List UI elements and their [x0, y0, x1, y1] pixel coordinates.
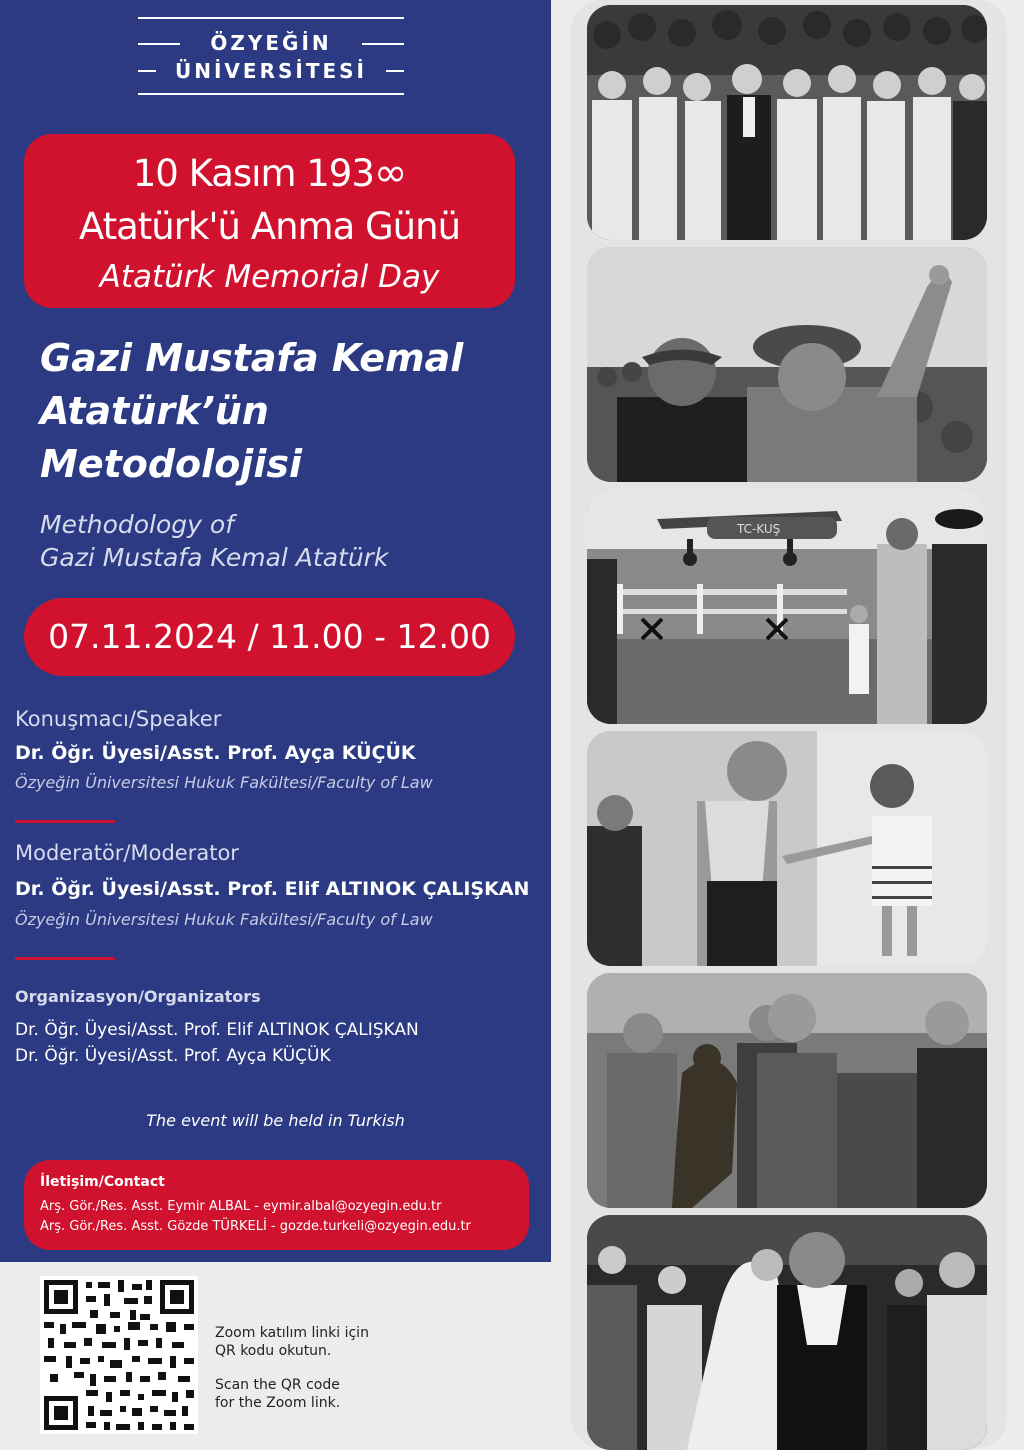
historical-photo-4	[587, 731, 987, 966]
qr-section	[0, 1262, 551, 1448]
logo-line-2: ÜNİVERSİTESİ	[175, 59, 367, 83]
contact-row: Arş. Gör./Res. Asst. Gözde TÜRKELİ - gozde.turkeli@ozyegin.edu.tr	[40, 1219, 471, 1234]
organizer-item: Dr. Öğr. Üyesi/Asst. Prof. Ayça KÜÇÜK	[15, 1046, 331, 1066]
event-datetime: 07.11.2024 / 11.00 - 12.00	[24, 598, 515, 676]
moderator-name: Dr. Öğr. Üyesi/Asst. Prof. Elif ALTINOK ÇALIŞKAN	[15, 878, 530, 900]
qr-instruction-en: Scan the QR code for the Zoom link.	[215, 1377, 341, 1411]
contact-row: Arş. Gör./Res. Asst. Eymir ALBAL - eymir.albal@ozyegin.edu.tr	[40, 1199, 442, 1214]
organizers-heading: Organizasyon/Organizators	[15, 987, 261, 1006]
memorial-title-en: Atatürk Memorial Day	[99, 259, 440, 295]
talk-title: Gazi Mustafa Kemal Atatürk’ün Metodolojisi	[40, 336, 464, 486]
contact-box	[24, 1160, 529, 1250]
qr-instruction-tr: Zoom katılım linki için QR kodu okutun.	[215, 1325, 369, 1359]
moderator-affiliation: Özyeğin Üniversitesi Hukuk Fakültesi/Faculty of Law	[15, 910, 433, 929]
memorial-title-box	[24, 134, 515, 308]
speaker-role: Konuşmacı/Speaker	[15, 707, 222, 731]
logo-line-1: ÖZYEĞİN	[210, 31, 332, 55]
talk-subtitle: Methodology of Gazi Mustafa Kemal Atatürk	[40, 510, 389, 572]
historical-photo-6	[587, 1215, 987, 1450]
divider	[15, 820, 115, 823]
speaker-affiliation: Özyeğin Üniversitesi Hukuk Fakültesi/Faculty of Law	[15, 773, 433, 792]
contact-heading: İletişim/Contact	[40, 1174, 165, 1190]
memorial-date: 10 Kasım 193∞	[132, 150, 407, 196]
organizer-item: Dr. Öğr. Üyesi/Asst. Prof. Elif ALTINOK ÇALIŞKAN	[15, 1020, 419, 1040]
memorial-title-tr: Atatürk'ü Anma Günü	[78, 205, 461, 248]
svg-text:TC-KUŞ: TC-KUŞ	[737, 522, 781, 536]
speaker-name: Dr. Öğr. Üyesi/Asst. Prof. Ayça KÜÇÜK	[15, 742, 416, 764]
infinity-icon: ∞	[373, 150, 407, 196]
language-note: The event will be held in Turkish	[146, 1111, 405, 1130]
historical-photo-2	[587, 247, 987, 482]
zoom-qr-code[interactable]	[40, 1276, 198, 1434]
historical-photo-3	[587, 489, 987, 724]
historical-photo-5	[587, 973, 987, 1208]
divider	[15, 957, 115, 960]
moderator-role: Moderatör/Moderator	[15, 841, 239, 865]
university-logo	[138, 17, 404, 97]
historical-photo-1	[587, 5, 987, 240]
left-panel	[0, 0, 551, 1262]
